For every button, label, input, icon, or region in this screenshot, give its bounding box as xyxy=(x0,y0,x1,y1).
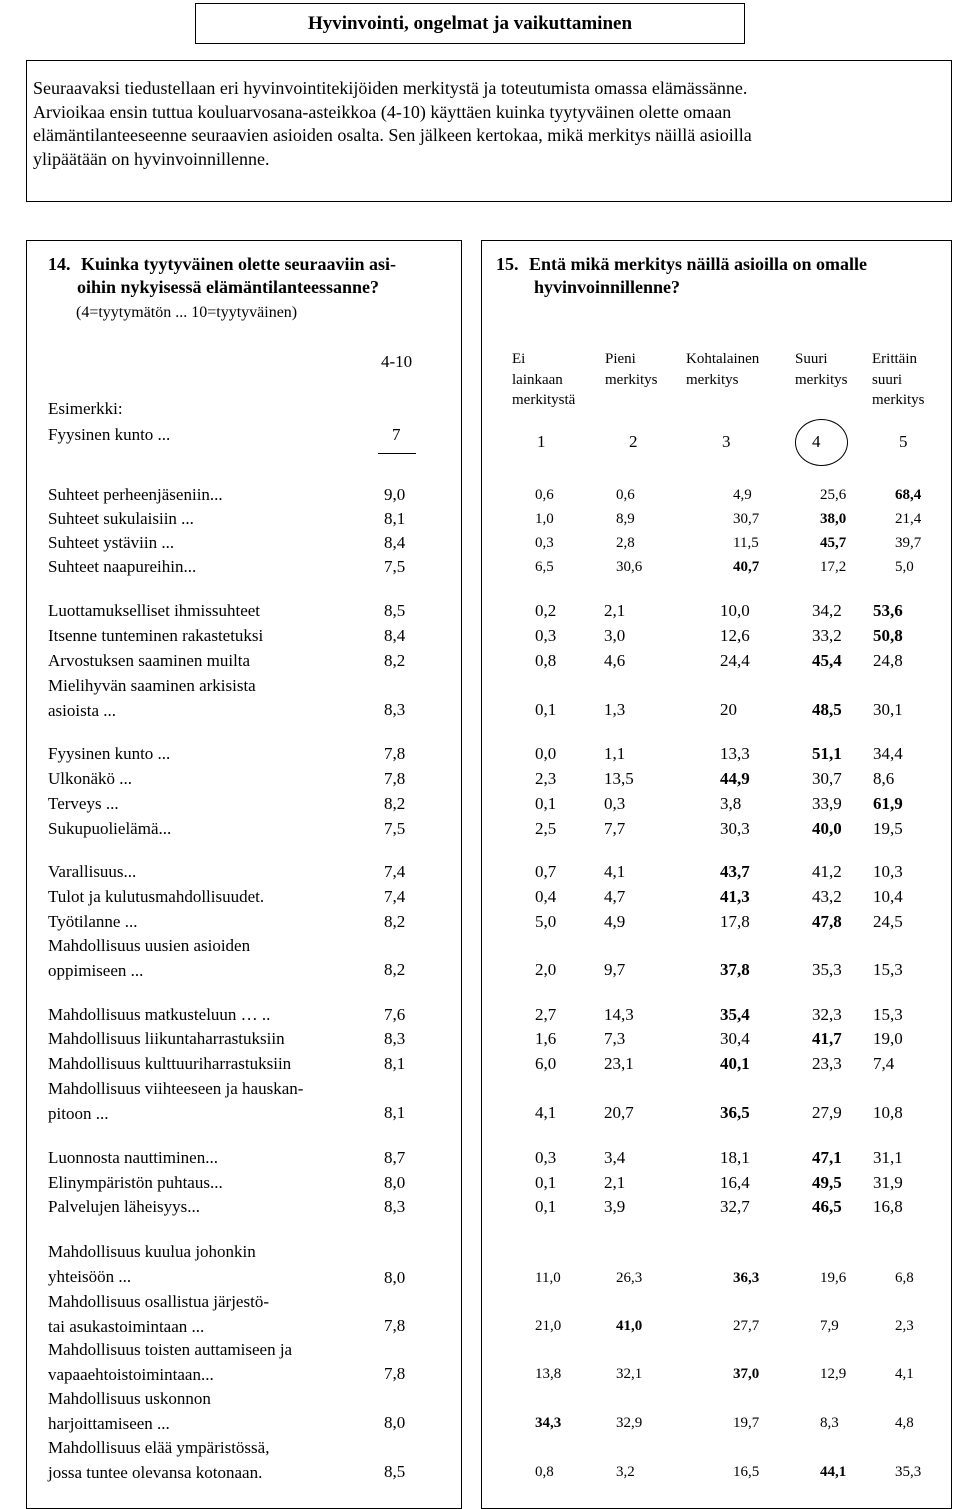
row-mean-score: 9,0 xyxy=(384,485,406,504)
row-percent-cell: 49,5 xyxy=(812,1173,842,1192)
row-percent-cell: 23,3 xyxy=(812,1054,842,1073)
q15-column-header xyxy=(686,349,759,390)
row-percent-cell: 4,1 xyxy=(535,1103,557,1122)
row-label: Mahdollisuus toisten auttamiseen ja xyxy=(48,1340,293,1359)
row-label: asioista ... xyxy=(48,700,116,720)
row-label: Arvostuksen saaminen muilta xyxy=(48,651,251,670)
row-percent-cell: 17,8 xyxy=(720,912,750,931)
row-percent-cell: 4,8 xyxy=(895,1415,914,1431)
row-percent-cell: 0,3 xyxy=(604,794,626,813)
row-percent-cell: 24,5 xyxy=(873,912,903,931)
row-percent-cell: 2,1 xyxy=(604,601,626,620)
row-label: Mahdollisuus uusien asioiden xyxy=(48,936,251,955)
row-mean-score: 8,5 xyxy=(384,1462,406,1481)
row-mean-score: 8,0 xyxy=(384,1413,406,1432)
row-percent-cell: 39,7 xyxy=(895,535,922,551)
row-mean-score: 7,4 xyxy=(384,862,406,881)
row-percent-cell: 21,0 xyxy=(535,1318,562,1334)
row-percent-cell: 9,7 xyxy=(604,960,626,979)
row-percent-cell: 21,4 xyxy=(895,511,922,527)
row-percent-cell: 0,2 xyxy=(535,601,557,620)
row-label: Mahdollisuus matkusteluun … .. xyxy=(48,1005,271,1024)
q14-line1: Kuinka tyytyväinen olette seuraaviin asi- xyxy=(81,254,397,274)
row-percent-cell: 45,4 xyxy=(812,651,842,670)
row-percent-cell: 43,2 xyxy=(812,887,842,906)
row-mean-score: 8,2 xyxy=(384,794,406,813)
q15-scale-number: 2 xyxy=(629,432,638,451)
intro-line: Seuraavaksi tiedustellaan eri hyvinvointitekijöiden merkitystä ja toteutumista omassa elämässänne. xyxy=(33,78,748,98)
q15-column-header-line: Ei xyxy=(512,351,526,367)
row-percent-cell: 53,6 xyxy=(873,601,903,620)
row-percent-cell: 2,0 xyxy=(535,960,557,979)
row-percent-cell: 47,8 xyxy=(812,912,842,931)
row-percent-cell: 47,1 xyxy=(812,1148,842,1167)
row-percent-cell: 27,7 xyxy=(733,1318,760,1334)
row-mean-score: 8,1 xyxy=(384,1103,406,1122)
q14-number: 14. xyxy=(48,254,71,274)
row-percent-cell: 5,0 xyxy=(535,912,557,931)
row-percent-cell: 16,4 xyxy=(720,1173,750,1192)
row-percent-cell: 7,3 xyxy=(604,1029,626,1048)
row-percent-cell: 19,6 xyxy=(820,1270,847,1286)
row-mean-score: 8,2 xyxy=(384,651,406,670)
q14-title xyxy=(48,253,396,299)
row-percent-cell: 16,5 xyxy=(733,1464,760,1480)
row-percent-cell: 25,6 xyxy=(820,487,847,503)
row-percent-cell: 17,2 xyxy=(820,559,847,575)
row-mean-score: 8,5 xyxy=(384,601,406,620)
row-mean-score: 7,8 xyxy=(384,769,406,788)
row-mean-score: 8,0 xyxy=(384,1173,406,1192)
example-value-underline xyxy=(378,453,416,454)
row-percent-cell: 13,3 xyxy=(720,744,750,763)
row-percent-cell: 41,0 xyxy=(616,1318,643,1334)
row-percent-cell: 4,9 xyxy=(733,487,752,503)
row-percent-cell: 19,5 xyxy=(873,819,903,838)
row-percent-cell: 10,3 xyxy=(873,862,903,881)
row-percent-cell: 30,7 xyxy=(812,769,842,788)
q15-column-header-line: Pieni xyxy=(605,351,636,367)
row-percent-cell: 34,4 xyxy=(873,744,903,763)
q15-scale-number: 3 xyxy=(722,432,731,451)
row-percent-cell: 40,0 xyxy=(812,819,842,838)
example-item: Fyysinen kunto ... xyxy=(48,425,171,444)
row-percent-cell: 40,7 xyxy=(733,559,760,575)
row-percent-cell: 3,0 xyxy=(604,626,626,645)
row-percent-cell: 33,2 xyxy=(812,626,842,645)
row-label: Suhteet ystäviin ... xyxy=(48,533,175,552)
row-percent-cell: 3,4 xyxy=(604,1148,626,1167)
row-percent-cell: 36,3 xyxy=(733,1270,760,1286)
q15-number: 15. xyxy=(496,254,519,274)
row-label: Palvelujen läheisyys... xyxy=(48,1197,201,1216)
q15-column-header-line: Kohtalainen xyxy=(686,351,760,367)
row-percent-cell: 40,1 xyxy=(720,1054,750,1073)
row-percent-cell: 34,3 xyxy=(535,1415,562,1431)
row-label: Itsenne tunteminen rakastetuksi xyxy=(48,626,264,645)
q15-column-header xyxy=(512,349,575,411)
q15-column-header xyxy=(795,349,848,390)
row-percent-cell: 1,0 xyxy=(535,511,554,527)
row-percent-cell: 44,9 xyxy=(720,769,750,788)
row-label: Sukupuolielämä... xyxy=(48,819,172,838)
row-mean-score: 8,3 xyxy=(384,1029,406,1048)
row-percent-cell: 0,3 xyxy=(535,535,554,551)
row-percent-cell: 5,0 xyxy=(895,559,914,575)
row-percent-cell: 3,9 xyxy=(604,1197,626,1216)
q15-column-header-line: suuri xyxy=(872,371,902,388)
row-percent-cell: 0,1 xyxy=(535,1173,557,1192)
row-percent-cell: 0,1 xyxy=(535,700,557,719)
row-percent-cell: 8,9 xyxy=(616,511,635,527)
row-mean-score: 8,7 xyxy=(384,1148,406,1167)
row-percent-cell: 8,6 xyxy=(873,769,895,788)
q15-column-header xyxy=(605,349,658,390)
row-percent-cell: 4,7 xyxy=(604,887,626,906)
row-percent-cell: 11,5 xyxy=(733,535,759,551)
row-percent-cell: 2,3 xyxy=(895,1318,914,1334)
row-mean-score: 7,5 xyxy=(384,819,406,838)
row-percent-cell: 4,1 xyxy=(895,1366,914,1382)
row-percent-cell: 0,6 xyxy=(616,487,635,503)
row-label: Mielihyvän saaminen arkisista xyxy=(48,676,256,695)
row-percent-cell: 13,5 xyxy=(604,769,634,788)
intro-line: Arvioikaa ensin tuttua kouluarvosana-asteikkoa (4-10) käyttäen kuinka tyytyväinen olette omaan xyxy=(33,101,732,122)
row-percent-cell: 0,7 xyxy=(535,862,557,881)
row-percent-cell: 15,3 xyxy=(873,1005,903,1024)
row-percent-cell: 4,6 xyxy=(604,651,626,670)
row-percent-cell: 30,1 xyxy=(873,700,903,719)
row-percent-cell: 34,2 xyxy=(812,601,842,620)
row-mean-score: 8,1 xyxy=(384,509,406,528)
row-percent-cell: 11,0 xyxy=(535,1270,561,1286)
q15-title xyxy=(496,253,867,299)
row-mean-score: 8,2 xyxy=(384,960,406,979)
row-percent-cell: 18,1 xyxy=(720,1148,750,1167)
row-label: Mahdollisuus elää ympäristössä, xyxy=(48,1438,270,1457)
row-percent-cell: 4,1 xyxy=(604,862,626,881)
row-percent-cell: 1,1 xyxy=(604,744,626,763)
row-percent-cell: 48,5 xyxy=(812,700,842,719)
row-percent-cell: 32,3 xyxy=(812,1005,842,1024)
row-mean-score: 7,8 xyxy=(384,1364,406,1383)
row-percent-cell: 61,9 xyxy=(873,794,903,813)
row-percent-cell: 45,7 xyxy=(820,535,847,551)
q15-column-header-line: merkitys xyxy=(686,371,739,388)
row-percent-cell: 44,1 xyxy=(820,1464,847,1480)
row-percent-cell: 35,3 xyxy=(895,1464,922,1480)
row-percent-cell: 6,5 xyxy=(535,559,554,575)
row-percent-cell: 2,1 xyxy=(604,1173,626,1192)
row-mean-score: 7,5 xyxy=(384,557,406,576)
row-percent-cell: 0,1 xyxy=(535,1197,557,1216)
row-percent-cell: 37,0 xyxy=(733,1366,760,1382)
row-percent-cell: 2,3 xyxy=(535,769,557,788)
row-percent-cell: 12,9 xyxy=(820,1366,847,1382)
q15-column-header-line: merkitys xyxy=(795,371,848,388)
row-percent-cell: 50,8 xyxy=(873,626,903,645)
intro-line: ylipäätään on hyvinvoinnillenne. xyxy=(33,148,270,169)
row-percent-cell: 24,8 xyxy=(873,651,903,670)
row-label: harjoittamiseen ... xyxy=(48,1413,170,1433)
row-label: Ulkonäkö ... xyxy=(48,769,133,788)
row-percent-cell: 38,0 xyxy=(820,511,847,527)
q15-scale-number: 5 xyxy=(899,432,908,451)
row-mean-score: 8,2 xyxy=(384,912,406,931)
row-label: Suhteet perheenjäseniin... xyxy=(48,485,223,504)
row-mean-score: 7,8 xyxy=(384,1316,406,1335)
row-percent-cell: 1,6 xyxy=(535,1029,557,1048)
row-percent-cell: 0,6 xyxy=(535,487,554,503)
row-percent-cell: 4,9 xyxy=(604,912,626,931)
row-percent-cell: 20,7 xyxy=(604,1103,634,1122)
q15-line1: Entä mikä merkitys näillä asioilla on omalle xyxy=(529,254,868,274)
row-percent-cell: 36,5 xyxy=(720,1103,750,1122)
row-percent-cell: 10,4 xyxy=(873,887,903,906)
row-percent-cell: 7,4 xyxy=(873,1054,895,1073)
row-label: Mahdollisuus viihteeseen ja hauskan- xyxy=(48,1079,304,1098)
page-title: Hyvinvointi, ongelmat ja vaikuttaminen xyxy=(195,3,745,44)
row-percent-cell: 35,3 xyxy=(812,960,842,979)
row-label: Mahdollisuus uskonnon xyxy=(48,1389,211,1408)
row-label: Tulot ja kulutusmahdollisuudet. xyxy=(48,887,265,906)
row-label: Mahdollisuus osallistua järjestö- xyxy=(48,1292,269,1311)
row-mean-score: 7,6 xyxy=(384,1005,406,1024)
row-percent-cell: 0,8 xyxy=(535,1464,554,1480)
row-percent-cell: 2,7 xyxy=(535,1005,557,1024)
row-label: Suhteet sukulaisiin ... xyxy=(48,509,194,528)
row-label: Luottamukselliset ihmissuhteet xyxy=(48,601,261,620)
row-percent-cell: 3,8 xyxy=(720,794,742,813)
row-percent-cell: 0,3 xyxy=(535,1148,557,1167)
row-percent-cell: 26,3 xyxy=(616,1270,643,1286)
row-percent-cell: 30,3 xyxy=(720,819,750,838)
row-percent-cell: 0,4 xyxy=(535,887,557,906)
row-mean-score: 8,3 xyxy=(384,1197,406,1216)
row-percent-cell: 33,9 xyxy=(812,794,842,813)
row-percent-cell: 20 xyxy=(720,700,737,719)
row-percent-cell: 41,7 xyxy=(812,1029,842,1048)
row-percent-cell: 43,7 xyxy=(720,862,750,881)
row-mean-score: 8,1 xyxy=(384,1054,406,1073)
q15-scale-number: 4 xyxy=(812,432,821,451)
row-percent-cell: 30,6 xyxy=(616,559,643,575)
row-percent-cell: 6,0 xyxy=(535,1054,557,1073)
row-percent-cell: 16,8 xyxy=(873,1197,903,1216)
row-percent-cell: 19,0 xyxy=(873,1029,903,1048)
row-percent-cell: 30,7 xyxy=(733,511,760,527)
row-percent-cell: 19,7 xyxy=(733,1415,760,1431)
row-label: Fyysinen kunto ... xyxy=(48,744,171,763)
example-label: Esimerkki: xyxy=(48,399,123,418)
q15-column-header xyxy=(872,349,925,411)
row-percent-cell: 35,4 xyxy=(720,1005,750,1024)
q15-scale-number: 1 xyxy=(537,432,546,451)
example-value: 7 xyxy=(392,425,401,444)
example-answer-circle xyxy=(795,419,848,466)
row-percent-cell: 41,2 xyxy=(812,862,842,881)
row-percent-cell: 51,1 xyxy=(812,744,842,763)
row-percent-cell: 30,4 xyxy=(720,1029,750,1048)
row-percent-cell: 37,8 xyxy=(720,960,750,979)
row-mean-score: 7,4 xyxy=(384,887,406,906)
row-percent-cell: 6,8 xyxy=(895,1270,914,1286)
row-percent-cell: 0,3 xyxy=(535,626,557,645)
row-label: Elinympäristön puhtaus... xyxy=(48,1173,223,1192)
row-percent-cell: 12,6 xyxy=(720,626,750,645)
row-percent-cell: 15,3 xyxy=(873,960,903,979)
row-percent-cell: 31,9 xyxy=(873,1173,903,1192)
q15-column-header-line: merkitys xyxy=(605,371,658,388)
q15-column-header-line: Erittäin xyxy=(872,351,917,367)
row-percent-cell: 46,5 xyxy=(812,1197,842,1216)
row-label: tai asukastoimintaan ... xyxy=(48,1316,205,1336)
row-label: pitoon ... xyxy=(48,1103,109,1123)
q15-column-header-line: Suuri xyxy=(795,351,828,367)
row-percent-cell: 32,9 xyxy=(616,1415,643,1431)
row-percent-cell: 23,1 xyxy=(604,1054,634,1073)
q15-column-header-line: lainkaan xyxy=(512,371,563,388)
row-mean-score: 8,4 xyxy=(384,533,406,552)
row-percent-cell: 32,7 xyxy=(720,1197,750,1216)
row-mean-score: 8,3 xyxy=(384,700,406,719)
row-percent-cell: 10,8 xyxy=(873,1103,903,1122)
row-percent-cell: 10,0 xyxy=(720,601,750,620)
row-label: jossa tuntee olevansa kotonaan. xyxy=(48,1462,263,1482)
row-percent-cell: 27,9 xyxy=(812,1103,842,1122)
row-percent-cell: 2,5 xyxy=(535,819,557,838)
row-percent-cell: 3,2 xyxy=(616,1464,635,1480)
row-label: Terveys ... xyxy=(48,794,119,813)
row-percent-cell: 41,3 xyxy=(720,887,750,906)
row-label: Mahdollisuus kulttuuriharrastuksiin xyxy=(48,1054,292,1073)
row-label: Mahdollisuus liikuntaharrastuksiin xyxy=(48,1029,285,1048)
row-label: Työtilanne ... xyxy=(48,912,138,931)
row-label: oppimiseen ... xyxy=(48,960,144,980)
row-percent-cell: 32,1 xyxy=(616,1366,643,1382)
row-percent-cell: 68,4 xyxy=(895,487,922,503)
row-percent-cell: 0,8 xyxy=(535,651,557,670)
q15-column-header-line: merkitystä xyxy=(512,392,576,408)
q14-scale-note: (4=tyytymätön ... 10=tyytyväinen) xyxy=(76,304,298,321)
row-percent-cell: 31,1 xyxy=(873,1148,903,1167)
q14-line2: oihin nykyisessä elämäntilanteessanne? xyxy=(77,277,380,297)
row-percent-cell: 7,7 xyxy=(604,819,626,838)
row-percent-cell: 13,8 xyxy=(535,1366,562,1382)
row-label: Suhteet naapureihin... xyxy=(48,557,197,576)
row-label: Luonnosta nauttiminen... xyxy=(48,1148,218,1167)
row-mean-score: 8,4 xyxy=(384,626,406,645)
q14-scale-header: 4-10 xyxy=(381,352,413,371)
row-label: Varallisuus... xyxy=(48,862,137,881)
row-percent-cell: 2,8 xyxy=(616,535,635,551)
row-label: Mahdollisuus kuulua johonkin xyxy=(48,1242,256,1261)
row-percent-cell: 8,3 xyxy=(820,1415,839,1431)
row-percent-cell: 14,3 xyxy=(604,1005,634,1024)
intro-line: elämäntilanteeseenne seuraavien asioiden osalta. Sen jälkeen kertokaa, mikä merkitys näillä asioilla xyxy=(33,125,752,145)
row-label: yhteisöön ... xyxy=(48,1266,132,1286)
q15-line2: hyvinvoinnillenne? xyxy=(534,277,681,297)
row-percent-cell: 0,0 xyxy=(535,744,557,763)
row-percent-cell: 0,1 xyxy=(535,794,557,813)
row-percent-cell: 1,3 xyxy=(604,700,626,719)
intro-text-box xyxy=(26,60,952,202)
row-percent-cell: 24,4 xyxy=(720,651,750,670)
row-mean-score: 8,0 xyxy=(384,1268,406,1287)
row-mean-score: 7,8 xyxy=(384,744,406,763)
row-label: vapaaehtoistoimintaan... xyxy=(48,1364,214,1384)
q15-column-header-line: merkitys xyxy=(872,392,925,408)
row-percent-cell: 7,9 xyxy=(820,1318,839,1334)
